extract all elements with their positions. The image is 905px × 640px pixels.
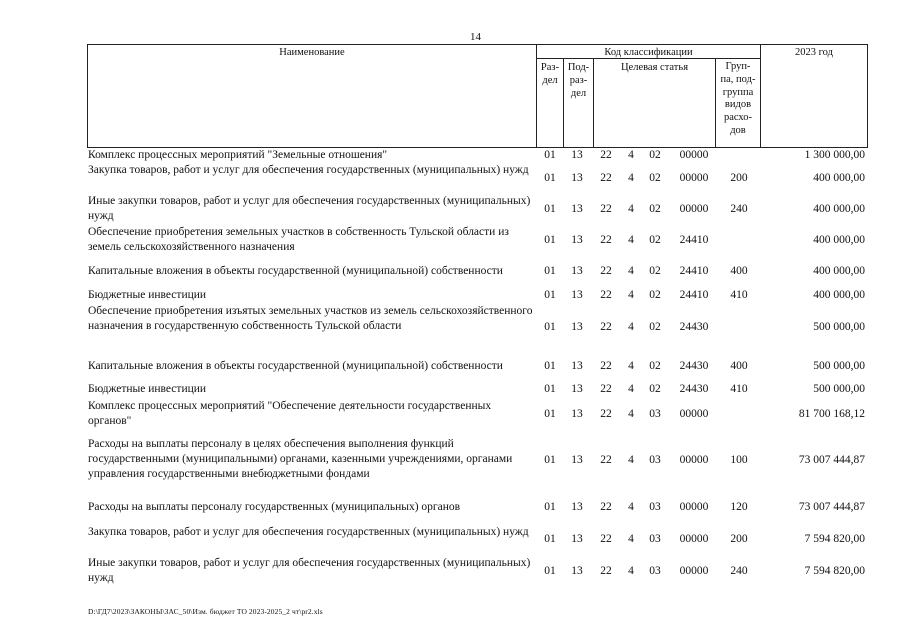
row-code-pr: 13: [571, 408, 583, 420]
row-code-cs4: 00000: [679, 454, 709, 466]
row-code-pr: 13: [571, 565, 583, 577]
header-podrazdel: Под- раз- дел: [567, 62, 590, 99]
row-code-pr: 13: [571, 321, 583, 333]
row-code-pr: 13: [571, 234, 583, 246]
header-right-border: [867, 44, 868, 147]
header-divider-code: [536, 44, 537, 147]
row-code-cs1: 22: [600, 565, 612, 577]
row-code-cs4: 00000: [679, 533, 709, 545]
header-year: 2023 год: [795, 47, 833, 58]
row-code-cs3: 03: [649, 454, 661, 466]
row-code-cs1: 22: [600, 149, 612, 161]
row-amount: 500 000,00: [813, 360, 865, 372]
row-name: Закупка товаров, работ и услуг для обеспечения государственных (муниципальных) нужд: [88, 164, 529, 176]
row-code-cs2: 4: [628, 289, 634, 301]
row-code-pr: 13: [571, 172, 583, 184]
row-code-cs4: 00000: [679, 408, 709, 420]
row-code-cs1: 22: [600, 383, 612, 395]
row-amount: 400 000,00: [813, 234, 865, 246]
row-code-pr: 13: [571, 454, 583, 466]
row-code-vr: 410: [730, 289, 748, 301]
row-code-rz: 01: [544, 383, 556, 395]
row-code-cs2: 4: [628, 408, 634, 420]
row-name: Комплекс процессных мероприятий "Земельные отношения": [88, 149, 388, 161]
row-code-cs4: 24410: [679, 265, 709, 277]
row-code-rz: 01: [544, 289, 556, 301]
row-code-cs3: 02: [649, 172, 661, 184]
row-code-rz: 01: [544, 565, 556, 577]
row-amount: 500 000,00: [813, 321, 865, 333]
header-vr: Груп- па, под- группа видов расхо- дов: [720, 61, 756, 136]
row-code-cs1: 22: [600, 501, 612, 513]
row-code-cs1: 22: [600, 203, 612, 215]
header-name: Наименование: [279, 47, 345, 58]
row-code-cs4: 24410: [679, 234, 709, 246]
row-code-cs3: 03: [649, 565, 661, 577]
row-code-rz: 01: [544, 408, 556, 420]
row-code-pr: 13: [571, 360, 583, 372]
row-code-cs3: 02: [649, 383, 661, 395]
row-code-cs3: 02: [649, 289, 661, 301]
row-code-cs3: 02: [649, 265, 661, 277]
row-amount: 7 594 820,00: [804, 533, 865, 545]
file-path-footer: D:\ГД7\2023\ЗАКОНЫ\ЗАС_50\Изм. бюджет ТО 2023-2025_2 чт\рr2.xls: [88, 607, 323, 616]
row-amount: 73 007 444,87: [798, 501, 865, 513]
row-code-cs3: 02: [649, 360, 661, 372]
row-amount: 400 000,00: [813, 289, 865, 301]
row-code-vr: 400: [730, 265, 748, 277]
row-code-vr: 200: [730, 533, 748, 545]
row-code-vr: 240: [730, 565, 748, 577]
header-code: Код классификации: [604, 47, 693, 58]
row-code-cs4: 00000: [679, 565, 709, 577]
row-code-vr: 410: [730, 383, 748, 395]
row-code-pr: 13: [571, 533, 583, 545]
row-code-rz: 01: [544, 172, 556, 184]
row-code-rz: 01: [544, 533, 556, 545]
page-number: 14: [470, 31, 481, 43]
row-name: Расходы на выплаты персоналу в целях обеспечения выполнения функций государственными (муниципальными) органами, казенными учреждениями, органами управления государственными внебюджетными фондами: [88, 438, 513, 480]
row-code-cs2: 4: [628, 533, 634, 545]
row-code-cs2: 4: [628, 565, 634, 577]
row-code-rz: 01: [544, 360, 556, 372]
header-razdel: Раз- дел: [540, 62, 560, 86]
row-code-cs1: 22: [600, 234, 612, 246]
row-code-cs2: 4: [628, 172, 634, 184]
row-amount: 400 000,00: [813, 203, 865, 215]
row-amount: 500 000,00: [813, 383, 865, 395]
row-code-cs4: 24430: [679, 383, 709, 395]
row-amount: 73 007 444,87: [798, 454, 865, 466]
row-name: Бюджетные инвестиции: [88, 383, 207, 395]
row-amount: 400 000,00: [813, 172, 865, 184]
row-code-cs2: 4: [628, 454, 634, 466]
row-code-cs3: 02: [649, 321, 661, 333]
row-code-cs1: 22: [600, 533, 612, 545]
row-code-vr: 240: [730, 203, 748, 215]
row-code-rz: 01: [544, 149, 556, 161]
row-code-cs4: 24410: [679, 289, 709, 301]
row-name: Обеспечение приобретения изъятых земельных участков из земель сельскохозяйственного назначения в государственную собственность Тульской области: [88, 305, 533, 332]
row-code-cs4: 00000: [679, 172, 709, 184]
row-code-vr: 120: [730, 501, 748, 513]
row-code-cs2: 4: [628, 234, 634, 246]
row-code-vr: 100: [730, 454, 748, 466]
header-left-border: [87, 44, 88, 147]
row-code-vr: 200: [730, 172, 748, 184]
row-code-pr: 13: [571, 383, 583, 395]
row-code-cs3: 02: [649, 234, 661, 246]
row-name: Комплекс процессных мероприятий "Обеспечение деятельности государственных органов": [88, 400, 492, 427]
row-code-cs2: 4: [628, 383, 634, 395]
row-code-cs1: 22: [600, 172, 612, 184]
header-target: Целевая статья: [620, 62, 689, 73]
row-code-cs1: 22: [600, 265, 612, 277]
row-name: Иные закупки товаров, работ и услуг для обеспечения государственных (муниципальных) нужд: [88, 195, 531, 222]
row-code-cs4: 00000: [679, 149, 709, 161]
row-code-rz: 01: [544, 454, 556, 466]
row-code-pr: 13: [571, 501, 583, 513]
row-code-cs4: 00000: [679, 203, 709, 215]
row-name: Бюджетные инвестиции: [88, 289, 207, 301]
row-amount: 400 000,00: [813, 265, 865, 277]
row-code-cs4: 24430: [679, 321, 709, 333]
row-code-rz: 01: [544, 234, 556, 246]
row-code-cs4: 00000: [679, 501, 709, 513]
row-code-cs1: 22: [600, 289, 612, 301]
row-code-pr: 13: [571, 203, 583, 215]
row-amount: 7 594 820,00: [804, 565, 865, 577]
row-name: Расходы на выплаты персоналу государственных (муниципальных) органов: [88, 501, 461, 513]
row-name: Капитальные вложения в объекты государственной (муниципальной) собственности: [88, 265, 503, 277]
row-code-cs1: 22: [600, 321, 612, 333]
row-code-cs4: 24430: [679, 360, 709, 372]
row-code-cs3: 03: [649, 408, 661, 420]
row-code-pr: 13: [571, 149, 583, 161]
row-code-rz: 01: [544, 321, 556, 333]
row-code-cs1: 22: [600, 360, 612, 372]
row-code-cs2: 4: [628, 265, 634, 277]
row-code-vr: 400: [730, 360, 748, 372]
row-name: Капитальные вложения в объекты государственной (муниципальной) собственности: [88, 360, 503, 372]
row-code-cs3: 02: [649, 203, 661, 215]
row-amount: 81 700 168,12: [798, 408, 865, 420]
row-code-cs3: 03: [649, 501, 661, 513]
row-name: Обеспечение приобретения земельных участков в собственность Тульской области из земель сельскохозяйственного назначения: [88, 226, 509, 253]
row-code-rz: 01: [544, 203, 556, 215]
row-name: Иные закупки товаров, работ и услуг для обеспечения государственных (муниципальных) нужд: [88, 557, 531, 584]
row-code-cs2: 4: [628, 501, 634, 513]
row-code-cs3: 03: [649, 533, 661, 545]
row-code-cs2: 4: [628, 321, 634, 333]
row-code-pr: 13: [571, 289, 583, 301]
row-code-pr: 13: [571, 265, 583, 277]
row-code-rz: 01: [544, 265, 556, 277]
row-amount: 1 300 000,00: [804, 149, 865, 161]
row-code-cs2: 4: [628, 360, 634, 372]
row-code-cs2: 4: [628, 149, 634, 161]
header-divider-year: [760, 44, 761, 147]
row-name: Закупка товаров, работ и услуг для обеспечения государственных (муниципальных) нужд: [88, 526, 529, 538]
row-code-cs3: 02: [649, 149, 661, 161]
row-code-rz: 01: [544, 501, 556, 513]
header-top-border: [87, 44, 868, 45]
row-code-cs1: 22: [600, 408, 612, 420]
row-code-cs2: 4: [628, 203, 634, 215]
row-code-cs1: 22: [600, 454, 612, 466]
